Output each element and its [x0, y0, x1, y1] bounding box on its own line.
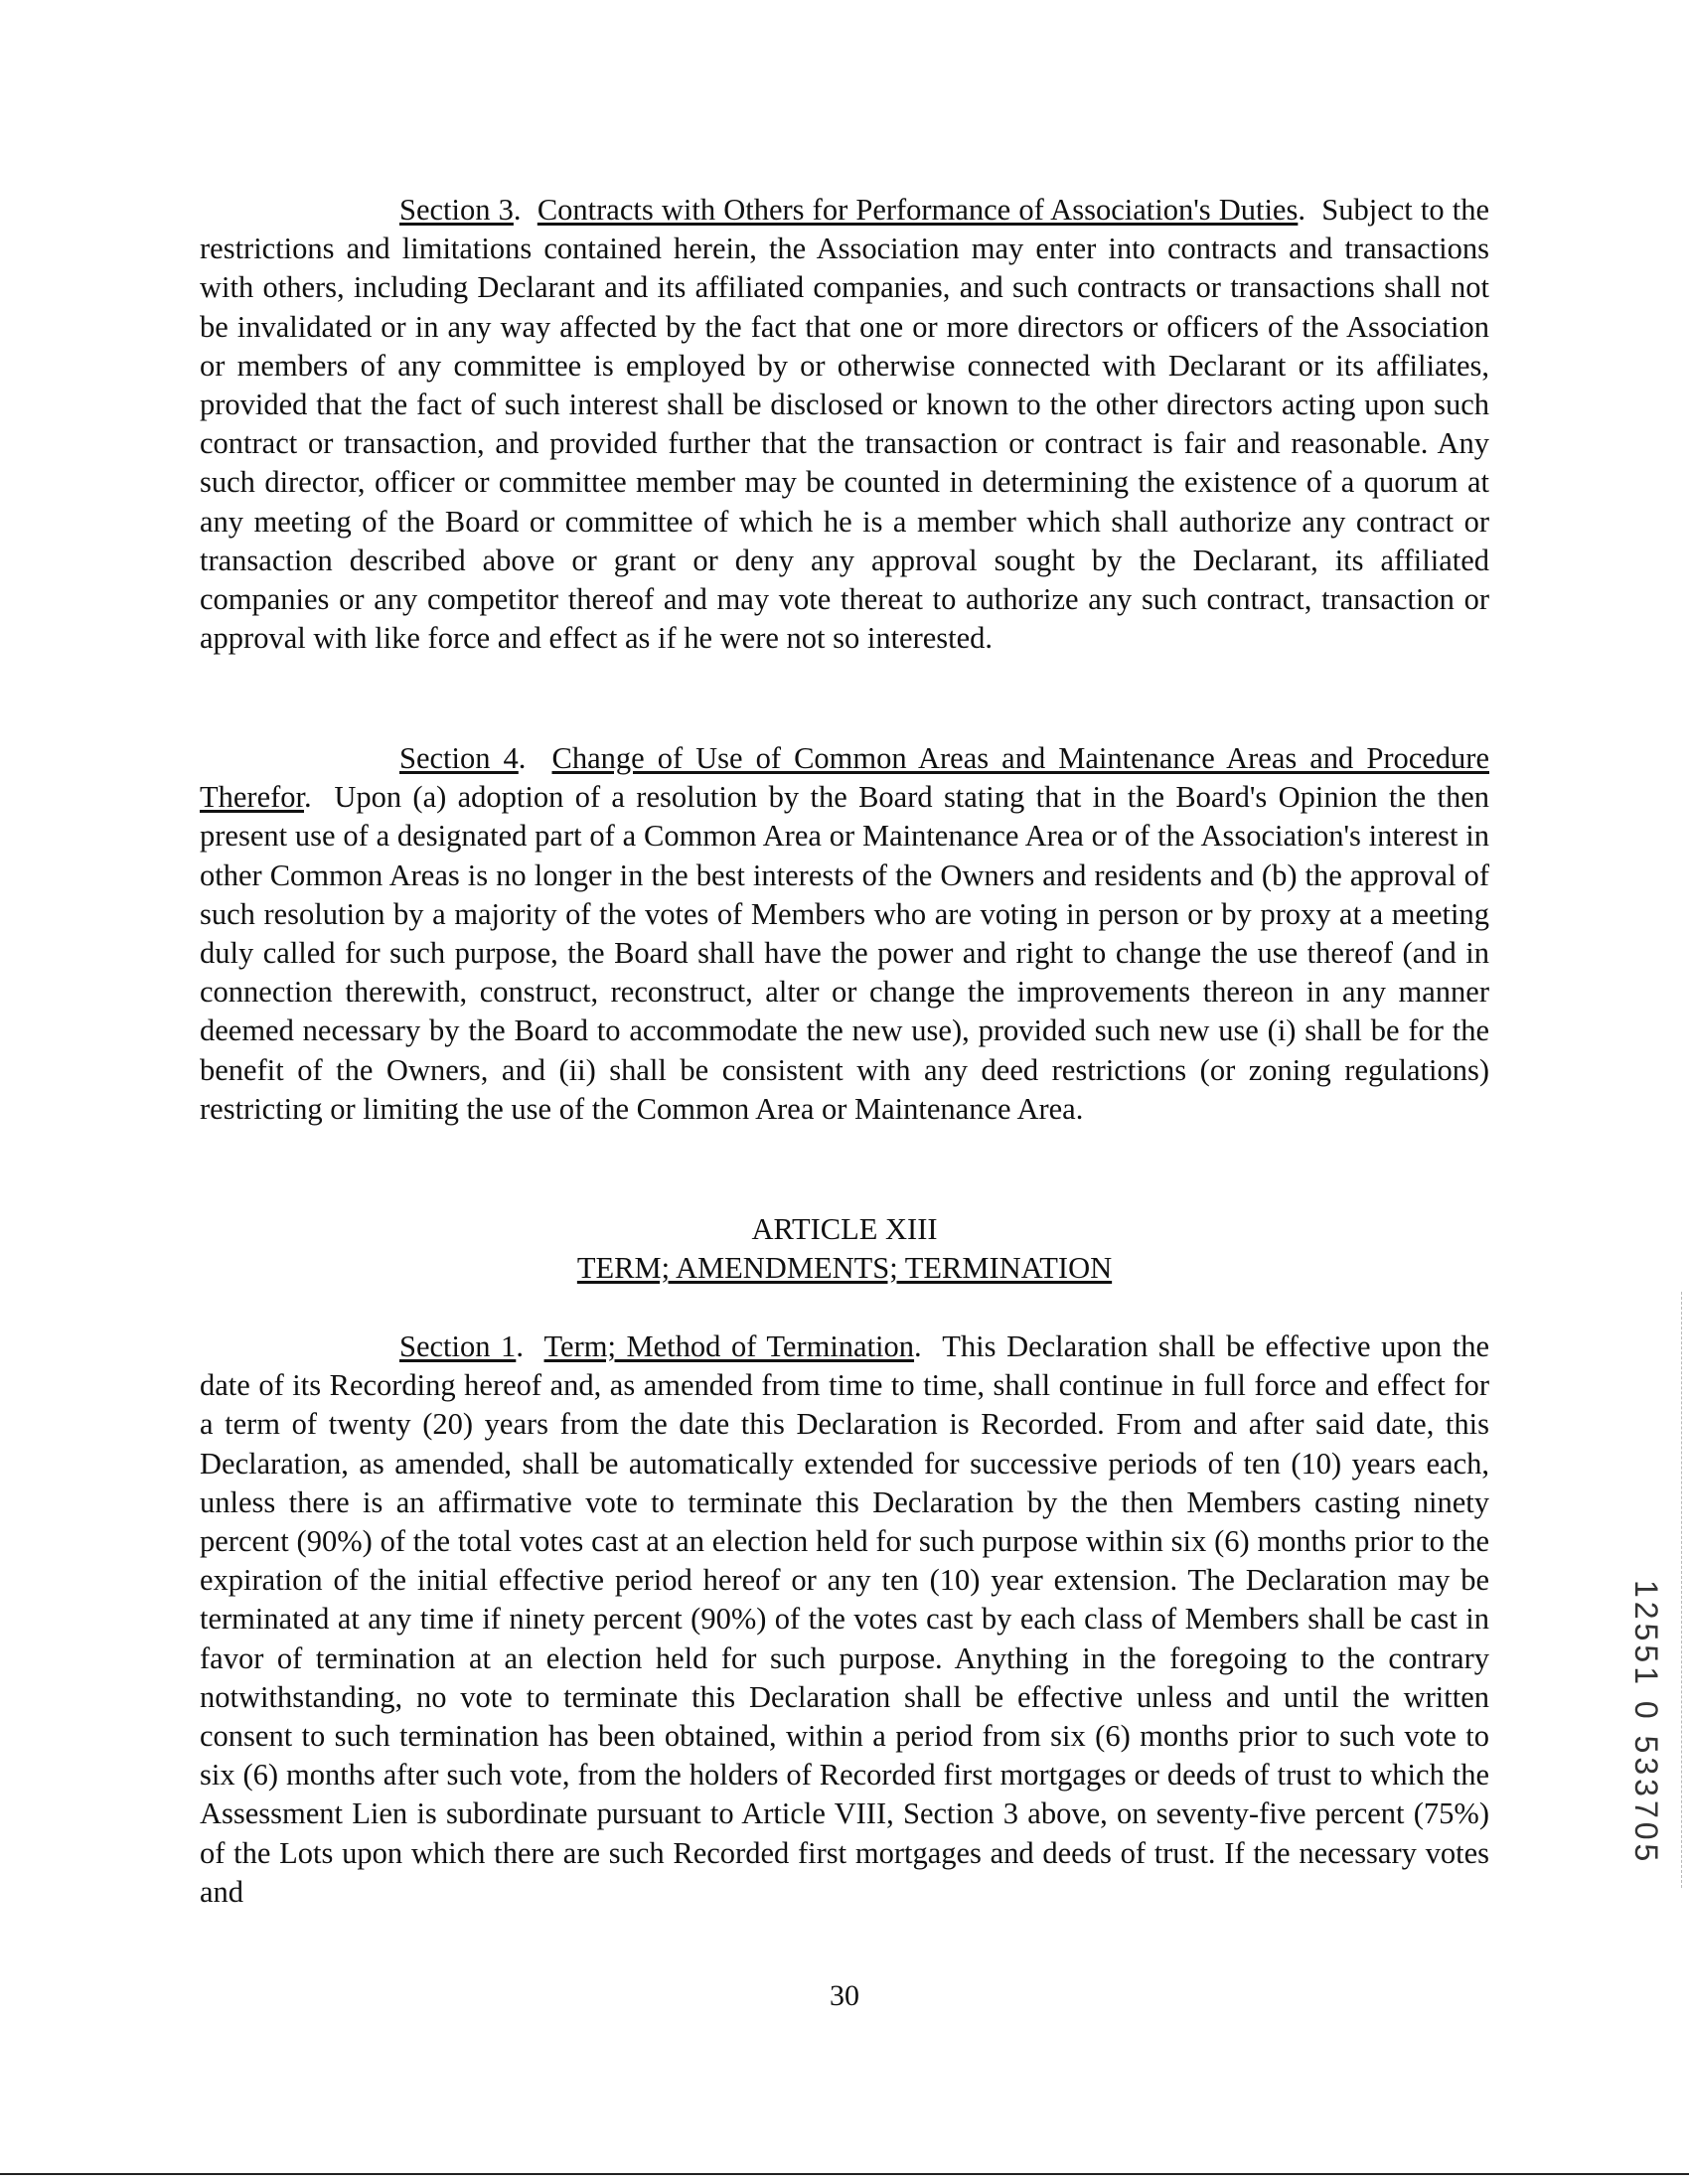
bottom-scan-border — [0, 2173, 1689, 2175]
recording-stamp: 12551 0 533705 — [1628, 1580, 1664, 1866]
article-number: ARTICLE XIII — [751, 1212, 938, 1246]
section-4-paragraph: Section 4. Change of Use of Common Areas and Maintenance Areas and Procedure Therefor. Upon (a) adoption of a resolution by the Board stating that in the Board's Opinion the then present use of a designated part of a Common Area or Maintenance Area or of the Association's interest in other Common Areas is no longer in the best interests of the Owners and residents and (b) the approval of such resolution by a majority of the votes of Members who are voting in person or by proxy at a meeting duly called for such purpose, the Board shall have the power and right to change the use thereof (and in connection therewith, construct, reconstruct, alter or change the improvements thereon in any manner deemed necessary by the Board to accommodate the new use), provided such new use (i) shall be for the benefit of the Owners, and (ii) shall be consistent with any deed restrictions (or zoning regulations) restricting or limiting the use of the Common Area or Maintenance Area. — [200, 741, 1490, 1126]
section-3-body: Subject to the restrictions and limitations contained herein, the Association may enter into contracts and transactions with others, including Declarant and its affiliated companies, and such contracts or transactions shall not be invalidated or in any way affected by the fact that one or more directors or officers of the Association or members of any committee is employed by or otherwise connected with Declarant or its affiliates, provided that the fact of such interest shall be disclosed or known to the other directors acting upon such contract or transaction, and provided further that the transaction or contract is fair and reasonable. Any such director, officer or committee member may be counted in determining the existence of a quorum at any meeting of the Board or committee of which he is a member which shall authorize any contract or transaction described above or grant or deny any approval sought by the Declarant, its affiliated companies or any competitor thereof and may vote thereat to authorize any such contract, transaction or approval with like force and effect as if he were not so interested. — [200, 193, 1490, 656]
section-1-title: Term; Method of Termination — [543, 1329, 915, 1363]
section-1-body: This Declaration shall be effective upon the date of its Recording hereof and, as amended from time to time, shall continue in full force and effect for a term of twenty (20) years from the date this Declaration is Recorded. From and after said date, this Declaration, as amended, shall be automatically extended for successive periods of ten (10) years each, unless there is an affirmative vote to terminate this Declaration by the then Members casting ninety percent (90%) of the total votes cast at an election held for such purpose within six (6) months prior to the expiration of the initial effective period hereof or any ten (10) year extension. The Declaration may be terminated at any time if ninety percent (90%) of the votes cast by each class of Members shall be cast in favor of termination at an election held for such purpose. Anything in the foregoing to the contrary notwithstanding, no vote to terminate this Declaration shall be effective unless and until the written consent to such termination has been obtained, within a period from six (6) months prior to such vote to six (6) months after such vote, from the holders of Recorded first mortgages or deeds of trust to which the Assessment Lien is subordinate pursuant to Article VIII, Section 3 above, on seventy-five percent (75%) of the Lots upon which there are such Recorded first mortgages and deeds of trust. If the necessary votes and — [200, 1329, 1489, 1909]
section-3-title: Contracts with Others for Performance of Association's Duties — [537, 193, 1299, 227]
article-heading-block — [200, 1210, 1489, 1288]
section-3-number: Section 3 — [399, 193, 514, 227]
section-1-number: Section 1 — [399, 1329, 517, 1363]
section-4-title: Change of Use of Common Areas and Maintenance Areas and Procedure Therefor — [200, 741, 1489, 815]
section-1-paragraph: Section 1. Term; Method of Termination. This Declaration shall be effective upon the date of its Recording hereof and, as amended from time to time, shall continue in full force and effect for a term of twenty (20) years from the date this Declaration is Recorded. From and after said date, this Declaration, as amended, shall be automatically extended for successive periods of ten (10) years each, unless there is an affirmative vote to terminate this Declaration by the then Members casting ninety percent (90%) of the total votes cast at an election held for such purpose within six (6) months prior to the expiration of the initial effective period hereof or any ten (10) year extension. The Declaration may be terminated at any time if ninety percent (90%) of the votes cast by each class of Members shall be cast in favor of termination at an election held for such purpose. Anything in the foregoing to the contrary notwithstanding, no vote to terminate this Declaration shall be effective unless and until the written consent to such termination has been obtained, within a period from six (6) months prior to such vote to six (6) months after such vote, from the holders of Recorded first mortgages or deeds of trust to which the Assessment Lien is subordinate pursuant to Article VIII, Section 3 above, on seventy-five percent (75%) of the Lots upon which there are such Recorded first mortgages and deeds of trust. If the necessary votes and — [200, 1329, 1489, 1909]
scan-edge-mark — [1681, 1292, 1683, 1888]
section-3-paragraph: Section 3. Contracts with Others for Performance of Association's Duties. Subject to the restrictions and limitations contained herein, the Association may enter into contracts and transactions with others, including Declarant and its affiliated companies, and such contracts or transactions shall not be invalidated or in any way affected by the fact that one or more directors or officers of the Association or members of any committee is employed by or otherwise connected with Declarant or its affiliates, provided that the fact of such interest shall be disclosed or known to the other directors acting upon such contract or transaction, and provided further that the transaction or contract is fair and reasonable. Any such director, officer or committee member may be counted in determining the existence of a quorum at any meeting of the Board or committee of which he is a member which shall authorize any contract or transaction described above or grant or deny any approval sought by the Declarant, its affiliated companies or any competitor thereof and may vote thereat to authorize any such contract, transaction or approval with like force and effect as if he were not so interested. — [200, 193, 1490, 656]
section-4-number: Section 4 — [399, 741, 519, 775]
page-number: 30 — [830, 1979, 859, 2012]
section-4-body: Upon (a) adoption of a resolution by the Board stating that in the Board's Opinion the then present use of a designated part of a Common Area or Maintenance Area or of the Association's interest in other Common Areas is no longer in the best interests of the Owners and residents and (b) the approval of such resolution by a majority of the votes of Members who are voting in person or by proxy at a meeting duly called for such purpose, the Board shall have the power and right to change the use thereof (and in connection therewith, construct, reconstruct, alter or change the improvements thereon in any manner deemed necessary by the Board to accommodate the new use), provided such new use (i) shall be for the benefit of the Owners, and (ii) shall be consistent with any deed restrictions (or zoning regulations) restricting or limiting the use of the Common Area or Maintenance Area. — [200, 780, 1490, 1126]
article-title: TERM; AMENDMENTS; TERMINATION — [576, 1251, 1113, 1285]
